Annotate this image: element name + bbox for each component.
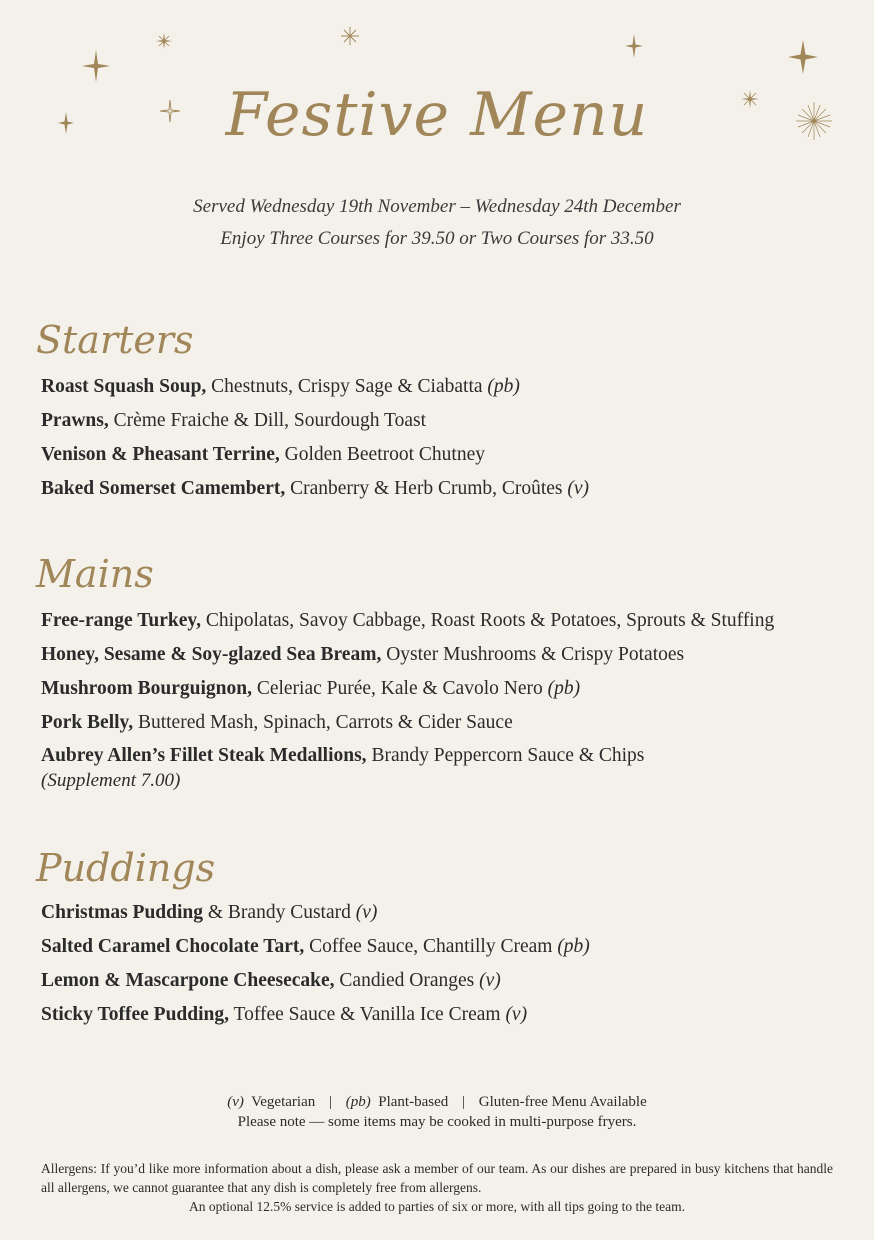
list-item bbox=[41, 410, 426, 432]
dish-name: Baked Somerset Camembert, bbox=[41, 478, 286, 499]
dietary-tag: (pb) bbox=[487, 376, 520, 397]
list-item bbox=[41, 1004, 527, 1026]
dish-description: Candied Oranges bbox=[334, 970, 480, 991]
star-icon bbox=[156, 33, 172, 49]
dish-name: Roast Squash Soup, bbox=[41, 376, 207, 397]
dish-description: Buttered Mash, Spinach, Carrots & Cider Sauce bbox=[133, 712, 513, 733]
served-dates: Served Wednesday 19th November – Wednesday 24th December bbox=[193, 196, 681, 217]
dish-description: Brandy Peppercorn Sauce & Chips bbox=[366, 745, 645, 766]
allergens-text: Allergens: If you’d like more information about a dish, please ask a member of our team. As our dishes are prepared in busy kitchens that handle all allergens, we cannot guarantee that any dish is completely free from allergens. bbox=[41, 1161, 833, 1195]
dish-description: Cranberry & Herb Crumb, Croûtes bbox=[285, 478, 568, 499]
dish-description: Golden Beetroot Chutney bbox=[279, 444, 485, 465]
starters-heading: Starters bbox=[36, 318, 194, 362]
list-item bbox=[41, 712, 513, 734]
dish-name: Salted Caramel Chocolate Tart, bbox=[41, 936, 305, 957]
list-item bbox=[41, 444, 485, 466]
dish-name: Prawns, bbox=[41, 410, 109, 431]
dish-name: Sticky Toffee Pudding, bbox=[41, 1004, 230, 1025]
list-item bbox=[41, 745, 644, 767]
dietary-tag: (v) bbox=[479, 970, 501, 991]
puddings-heading: Puddings bbox=[36, 846, 216, 890]
list-item bbox=[41, 936, 590, 958]
pricing-line: Enjoy Three Courses for 39.50 or Two Courses for 33.50 bbox=[220, 228, 654, 249]
star-icon bbox=[625, 34, 643, 58]
dish-description: Celeriac Purée, Kale & Cavolo Nero bbox=[251, 678, 548, 699]
dish-name: Free-range Turkey, bbox=[41, 610, 201, 631]
dish-description: Chestnuts, Crispy Sage & Ciabatta bbox=[206, 376, 488, 397]
star-icon bbox=[788, 40, 818, 74]
legend-v-label: Vegetarian bbox=[251, 1094, 316, 1110]
service-charge-note: An optional 12.5% service is added to parties of six or more, with all tips going to the team. bbox=[188, 1199, 686, 1214]
dish-name: Christmas Pudding bbox=[41, 902, 203, 923]
dietary-tag: (v) bbox=[505, 1004, 528, 1025]
dish-description: Chipolatas, Savoy Cabbage, Roast Roots & Potatoes, Sprouts & Stuffing bbox=[200, 610, 775, 631]
dish-name: Mushroom Bourguignon, bbox=[41, 678, 252, 699]
dietary-tag: (pb) bbox=[547, 678, 581, 699]
page-title: Festive Menu bbox=[225, 80, 649, 150]
dish-description: Coffee Sauce, Chantilly Cream bbox=[304, 936, 558, 957]
dish-name: Venison & Pheasant Terrine, bbox=[41, 444, 280, 465]
legend-divider: | bbox=[329, 1094, 333, 1110]
dish-description: Crème Fraiche & Dill, Sourdough Toast bbox=[108, 410, 426, 431]
gluten-free-note: Gluten-free Menu Available bbox=[478, 1094, 647, 1110]
dietary-tag: (v) bbox=[567, 478, 590, 499]
list-item bbox=[41, 678, 580, 700]
legend-pb-label: Plant-based bbox=[378, 1094, 449, 1110]
supplement-note: (Supplement 7.00) bbox=[41, 770, 181, 791]
list-item bbox=[41, 644, 684, 666]
dish-description: Oyster Mushrooms & Crispy Potatoes bbox=[381, 644, 685, 665]
dish-name: Lemon & Mascarpone Cheesecake, bbox=[41, 970, 335, 991]
dish-description: & Brandy Custard bbox=[203, 902, 356, 923]
mains-heading: Mains bbox=[36, 552, 154, 596]
dietary-tag: (pb) bbox=[557, 936, 590, 957]
list-item bbox=[41, 478, 589, 500]
list-item bbox=[41, 376, 520, 398]
legend-v-symbol: (v) bbox=[227, 1094, 244, 1110]
fryer-note: Please note — some items may be cooked in multi-purpose fryers. bbox=[237, 1114, 637, 1130]
star-icon bbox=[341, 27, 359, 45]
legend-pb-symbol: (pb) bbox=[345, 1094, 371, 1110]
dish-name: Pork Belly, bbox=[41, 712, 134, 733]
list-item bbox=[41, 902, 377, 924]
list-item bbox=[41, 970, 501, 992]
dish-name: Honey, Sesame & Soy-glazed Sea Bream, bbox=[41, 644, 382, 665]
star-icon bbox=[82, 50, 110, 82]
legend-divider: | bbox=[462, 1094, 466, 1110]
dietary-tag: (v) bbox=[355, 902, 378, 923]
allergens-notice bbox=[41, 1159, 833, 1216]
list-item bbox=[41, 610, 774, 632]
dietary-legend bbox=[0, 1094, 874, 1111]
dish-name: Aubrey Allen’s Fillet Steak Medallions, bbox=[41, 745, 367, 766]
dish-description: Toffee Sauce & Vanilla Ice Cream bbox=[229, 1004, 506, 1025]
